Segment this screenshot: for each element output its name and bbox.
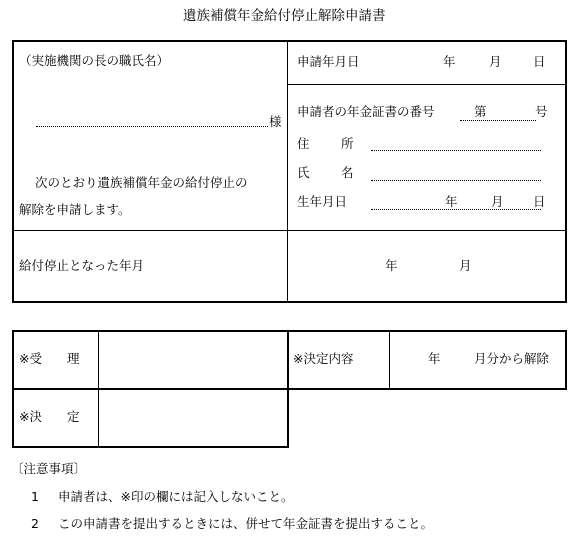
decision-field[interactable]: [100, 391, 286, 445]
certificate-dai-label: 第: [474, 104, 487, 119]
office-table-divider-1: [98, 330, 99, 448]
main-table-bottom-border: [12, 301, 567, 303]
receipt-label: ※受 理: [19, 351, 80, 366]
office-table-right-border: [565, 330, 567, 390]
statement-line-2: 解除を申請します。: [19, 202, 131, 217]
main-table-row-divider: [12, 230, 567, 231]
application-day-unit: 日: [533, 54, 546, 69]
statement-line-1: 次のとおり遺族補償年金の給付停止の: [35, 175, 248, 190]
agency-label: （実施機関の長の職氏名）: [19, 53, 170, 68]
office-table-left-border: [12, 330, 14, 448]
office-table-top-border: [12, 330, 567, 332]
certificate-number-label: 申請者の年金証書の番号: [297, 104, 435, 119]
decision-content-label: ※決定内容: [293, 351, 354, 366]
decision-label: ※決 定: [19, 409, 80, 424]
address-label-1: 住: [297, 136, 310, 151]
birth-month-unit: 月: [491, 194, 504, 209]
note-1-number: 1: [31, 489, 39, 504]
main-table-top-border: [12, 40, 567, 42]
application-month-unit: 月: [489, 54, 502, 69]
office-table-divider-3: [389, 330, 390, 390]
stop-date-label: 給付停止となった年月: [19, 258, 145, 273]
birth-date-field[interactable]: [371, 209, 541, 210]
note-1-text: 申請者は、※印の欄には記入しないこと。: [58, 489, 294, 504]
main-table-right-row-divider: [287, 84, 566, 85]
agency-name-field[interactable]: [36, 126, 268, 127]
stop-month-unit: 月: [459, 258, 472, 273]
name-field[interactable]: [371, 180, 541, 181]
office-table-bottom-border: [12, 446, 289, 448]
main-table-left-border: [12, 40, 14, 303]
address-field[interactable]: [371, 150, 541, 151]
birth-year-unit: 年: [445, 194, 458, 209]
birth-day-unit: 日: [533, 194, 546, 209]
birth-date-label: 生年月日: [297, 194, 348, 209]
certificate-number-field[interactable]: [460, 120, 536, 121]
main-table-right-border: [565, 40, 567, 303]
certificate-go-label: 号: [535, 104, 548, 119]
release-suffix: 月分から解除: [474, 351, 550, 366]
application-year-unit: 年: [443, 54, 456, 69]
sama-label: 様: [269, 114, 282, 129]
name-label-1: 氏: [297, 165, 310, 180]
main-table-mid-divider: [287, 40, 288, 303]
note-2-number: 2: [31, 516, 39, 531]
application-date-label: 申請年月日: [297, 54, 360, 69]
stop-year-unit: 年: [385, 258, 398, 273]
office-table-row-divider: [12, 388, 567, 390]
address-label-2: 所: [341, 136, 354, 151]
name-label-2: 名: [341, 165, 354, 180]
form-title: 遺族補償年金給付停止解除申請書: [183, 8, 386, 24]
office-table-divider-2: [287, 330, 289, 448]
receipt-field[interactable]: [100, 333, 286, 387]
notes-heading: 〔注意事項〕: [11, 461, 87, 476]
release-year-unit: 年: [428, 351, 441, 366]
note-2-text: この申請書を提出するときには、併せて年金証書を提出すること。: [58, 516, 434, 531]
